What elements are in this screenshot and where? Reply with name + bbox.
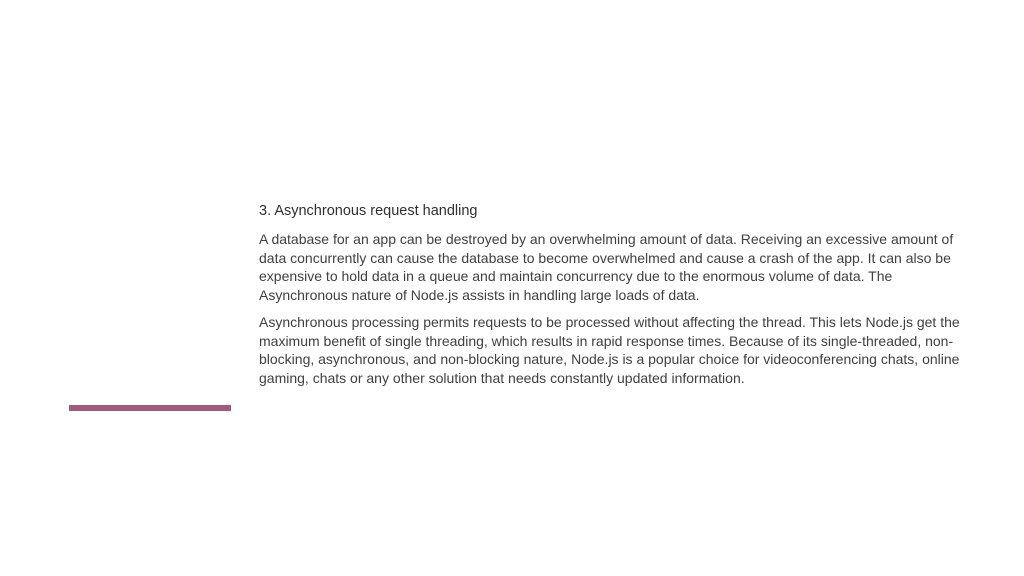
- paragraph-1: A database for an app can be destroyed by an overwhelming amount of data. Receiving an excessive amount of data concurrently can cause the database to become overwhelmed and cause a crash of the app. It can also be expensive to hold data in a queue and maintain concurrency due to the enormous volume of data. The Asynchronous nature of Node.js assists in handling large loads of data.: [259, 231, 954, 303]
- accent-bar: [69, 405, 231, 411]
- section-heading: 3. Asynchronous request handling: [259, 203, 478, 219]
- slide-content: [259, 202, 964, 396]
- paragraph-2: Asynchronous processing permits requests to be processed without affecting the thread. This lets Node.js get the maximum benefit of single threading, which results in rapid response times. Because of its single-threaded, non-blocking, asynchronous, and non-blocking nature, Node.js is a popular choice for videoconferencing chats, online gaming, chats or any other solution that needs constantly updated information.: [259, 314, 960, 386]
